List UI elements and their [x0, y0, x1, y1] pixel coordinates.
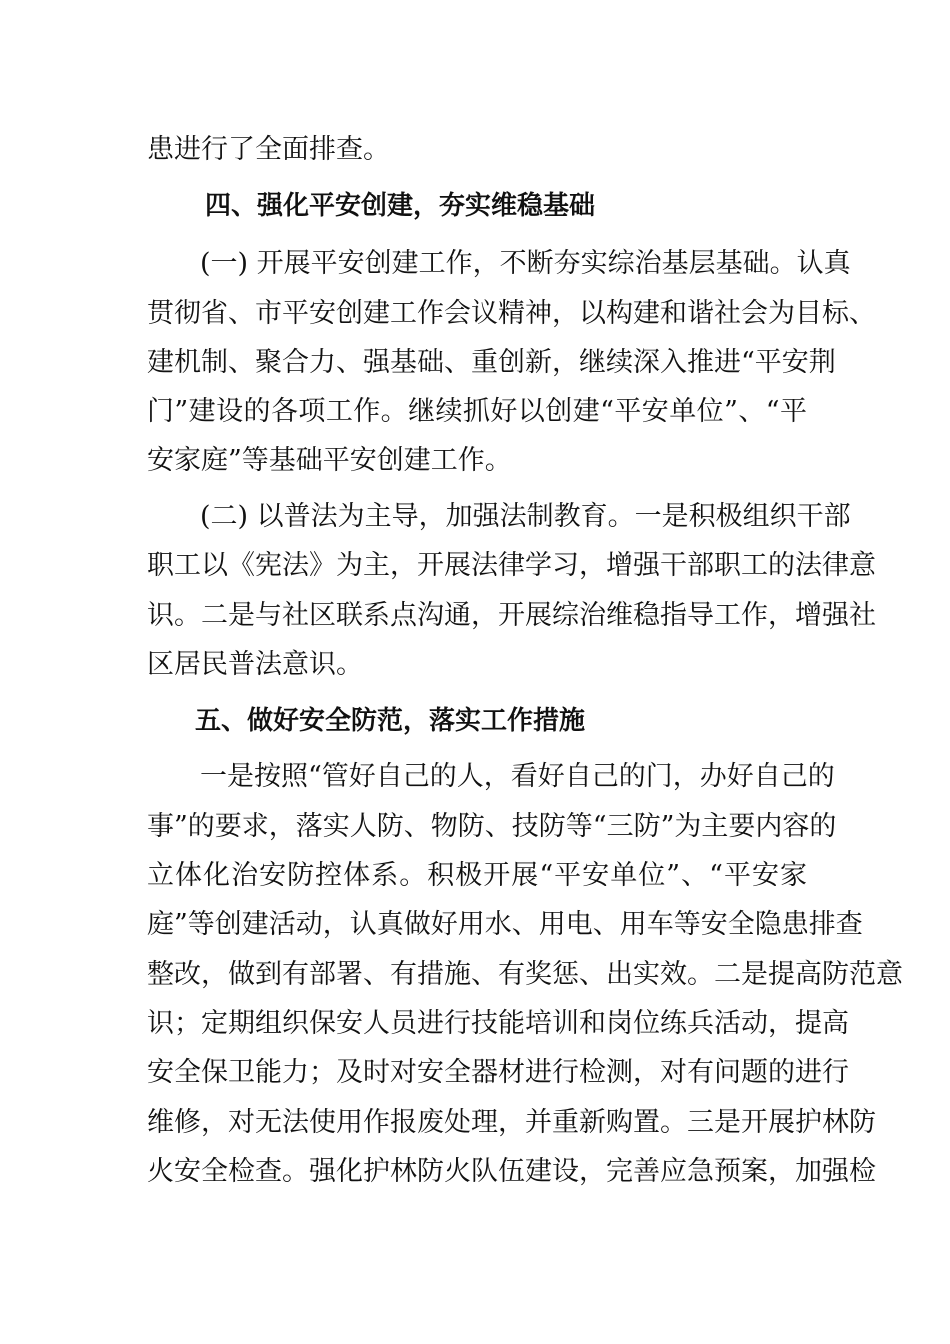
paragraph-line: 识；定期组织保安人员进行技能培训和岗位练兵活动，提高 [147, 1008, 849, 1039]
paragraph-line: (一) 开展平安创建工作，不断夯实综治基层基础。认真 [200, 248, 851, 279]
paragraph-line: 职工以《宪法》为主，开展法律学习，增强干部职工的法律意 [147, 550, 876, 581]
paragraph-line: 维修，对无法使用作报废处理，并重新购置。三是开展护林防 [147, 1107, 876, 1138]
paragraph-line: 事”的要求，落实人防、物防、技防等“三防”为主要内容的 [147, 811, 837, 842]
paragraph-line: 安全保卫能力；及时对安全器材进行检测，对有问题的进行 [147, 1057, 849, 1088]
paragraph-line: 识。二是与社区联系点沟通，开展综治维稳指导工作，增强社 [147, 600, 876, 631]
paragraph-line: 建机制、聚合力、强基础、重创新，继续深入推进“平安荆 [147, 347, 836, 378]
paragraph-line: 一是按照“管好自己的人，看好自己的门，办好自己的 [200, 761, 835, 792]
paragraph-line: 区居民普法意识。 [147, 649, 363, 680]
paragraph-line: 火安全检查。强化护林防火队伍建设，完善应急预案，加强检 [147, 1156, 876, 1187]
paragraph-line: 庭”等创建活动，认真做好用水、用电、用车等安全隐患排查 [147, 909, 863, 940]
paragraph-line: 贯彻省、市平安创建工作会议精神，以构建和谐社会为目标、 [147, 298, 876, 329]
paragraph-line: 立体化治安防控体系。积极开展“平安单位”、“平安家 [147, 860, 807, 891]
paragraph-line: 患进行了全面排查。 [147, 134, 390, 165]
paragraph-line: (二) 以普法为主导，加强法制教育。一是积极组织干部 [200, 501, 851, 532]
paragraph-line: 整改，做到有部署、有措施、有奖惩、出实效。二是提高防范意 [147, 959, 903, 990]
paragraph-line: 门”建设的各项工作。继续抓好以创建“平安单位”、“平 [147, 396, 807, 427]
paragraph-line: 安家庭”等基础平安创建工作。 [147, 445, 512, 476]
section-heading: 五、做好安全防范，落实工作措施 [195, 706, 586, 736]
section-heading: 四、强化平安创建，夯实维稳基础 [205, 191, 596, 221]
